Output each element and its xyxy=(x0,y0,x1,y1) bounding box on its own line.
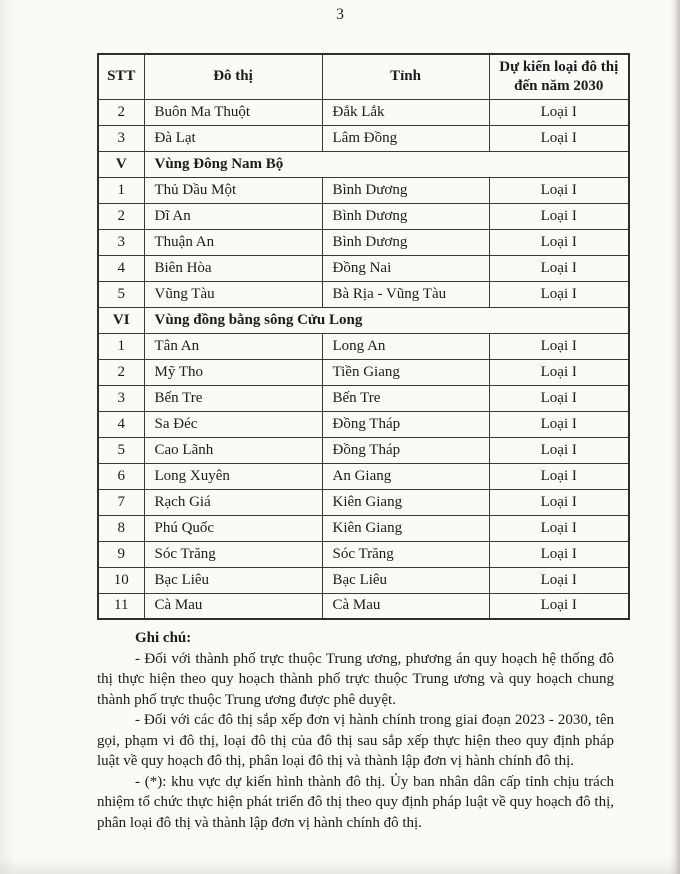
table-row xyxy=(98,333,629,359)
province-name: Lâm Đồng xyxy=(322,125,489,151)
city-name: Đà Lạt xyxy=(144,125,322,151)
row-number: 3 xyxy=(98,125,144,151)
row-number: 2 xyxy=(98,359,144,385)
scan-edge-shadow xyxy=(675,0,680,874)
table-row xyxy=(98,515,629,541)
table-row xyxy=(98,541,629,567)
table-row xyxy=(98,359,629,385)
city-name: Bến Tre xyxy=(144,385,322,411)
province-name: Bà Rịa - Vũng Tàu xyxy=(322,281,489,307)
urban-class: Loại I xyxy=(489,411,629,437)
city-name: Dĩ An xyxy=(144,203,322,229)
urban-class: Loại I xyxy=(489,593,629,619)
row-number: 6 xyxy=(98,463,144,489)
notes-list xyxy=(97,649,614,834)
note-paragraph: - Đối với thành phố trực thuộc Trung ương, phương án quy hoạch hệ thống đô thị thực hiện theo quy hoạch thành phố trực thuộc Trung ương và quy hoạch chung thành phố trực thuộc Trung ương được phê duyệt. xyxy=(97,650,614,708)
table-row xyxy=(98,229,629,255)
city-name: Sóc Trăng xyxy=(144,541,322,567)
province-name: Cà Mau xyxy=(322,593,489,619)
urban-table-body xyxy=(98,99,629,619)
urban-class: Loại I xyxy=(489,281,629,307)
urban-class: Loại I xyxy=(489,229,629,255)
table-row xyxy=(98,203,629,229)
row-number: 3 xyxy=(98,229,144,255)
urban-class: Loại I xyxy=(489,333,629,359)
city-name: Thủ Dầu Một xyxy=(144,177,322,203)
city-name: Vũng Tàu xyxy=(144,281,322,307)
urban-class: Loại I xyxy=(489,125,629,151)
urban-class: Loại I xyxy=(489,99,629,125)
urban-areas-table xyxy=(97,53,630,620)
notes-title: Ghi chú: xyxy=(135,630,192,646)
table-row xyxy=(98,489,629,515)
urban-table-header-row xyxy=(98,54,629,99)
row-number: 4 xyxy=(98,255,144,281)
province-name: Kiên Giang xyxy=(322,515,489,541)
table-row xyxy=(98,281,629,307)
urban-class: Loại I xyxy=(489,385,629,411)
row-number: 1 xyxy=(98,177,144,203)
urban-class: Loại I xyxy=(489,359,629,385)
urban-class: Loại I xyxy=(489,541,629,567)
province-name: Kiên Giang xyxy=(322,489,489,515)
row-number: 7 xyxy=(98,489,144,515)
table-section-row xyxy=(98,151,629,177)
table-row xyxy=(98,125,629,151)
city-name: Phú Quốc xyxy=(144,515,322,541)
province-name: Đồng Nai xyxy=(322,255,489,281)
row-number: 2 xyxy=(98,99,144,125)
province-name: Sóc Trăng xyxy=(322,541,489,567)
table-section-row xyxy=(98,307,629,333)
urban-class: Loại I xyxy=(489,203,629,229)
table-header-cell: Dự kiến loại đô thị đến năm 2030 xyxy=(489,54,629,99)
table-row xyxy=(98,567,629,593)
row-number: 10 xyxy=(98,567,144,593)
notes-section xyxy=(97,628,614,833)
section-numeral: VI xyxy=(98,307,144,333)
province-name: Bến Tre xyxy=(322,385,489,411)
table-row xyxy=(98,177,629,203)
table-header-cell: Tỉnh xyxy=(322,54,489,99)
section-title: Vùng Đông Nam Bộ xyxy=(144,151,629,177)
city-name: Tân An xyxy=(144,333,322,359)
table-row xyxy=(98,385,629,411)
city-name: Cao Lãnh xyxy=(144,437,322,463)
row-number: 2 xyxy=(98,203,144,229)
row-number: 5 xyxy=(98,281,144,307)
note-paragraph: - (*): khu vực dự kiến hình thành đô thị. Ủy ban nhân dân cấp tỉnh chịu trách nhiệm tổ chức thực hiện phát triển đô thị theo quy định pháp luật về quy hoạch đô thị, phân loại đô thị và thành lập đơn vị hành chính đô thị. xyxy=(97,773,614,831)
urban-class: Loại I xyxy=(489,437,629,463)
row-number: 3 xyxy=(98,385,144,411)
province-name: Bình Dương xyxy=(322,229,489,255)
province-name: An Giang xyxy=(322,463,489,489)
province-name: Bình Dương xyxy=(322,203,489,229)
table-row xyxy=(98,411,629,437)
province-name: Đồng Tháp xyxy=(322,411,489,437)
section-numeral: V xyxy=(98,151,144,177)
urban-class: Loại I xyxy=(489,567,629,593)
province-name: Bạc Liêu xyxy=(322,567,489,593)
city-name: Rạch Giá xyxy=(144,489,322,515)
table-row xyxy=(98,463,629,489)
row-number: 8 xyxy=(98,515,144,541)
row-number: 1 xyxy=(98,333,144,359)
table-row xyxy=(98,99,629,125)
province-name: Tiền Giang xyxy=(322,359,489,385)
city-name: Thuận An xyxy=(144,229,322,255)
section-title: Vùng đồng bằng sông Cửu Long xyxy=(144,307,629,333)
row-number: 5 xyxy=(98,437,144,463)
table-row xyxy=(98,593,629,619)
row-number: 9 xyxy=(98,541,144,567)
province-name: Bình Dương xyxy=(322,177,489,203)
table-row xyxy=(98,255,629,281)
table-header-cell: Đô thị xyxy=(144,54,322,99)
note-paragraph: - Đối với các đô thị sắp xếp đơn vị hành chính trong giai đoạn 2023 - 2030, tên gọi, phạm vi đô thị, loại đô thị của đô thị sau sắp xếp thực hiện theo quy định pháp luật về quy hoạch đô thị, phân loại đô thị và thành lập đơn vị hành chính đô thị. xyxy=(97,712,614,769)
province-name: Đồng Tháp xyxy=(322,437,489,463)
urban-class: Loại I xyxy=(489,489,629,515)
row-number: 11 xyxy=(98,593,144,619)
province-name: Long An xyxy=(322,333,489,359)
city-name: Biên Hòa xyxy=(144,255,322,281)
city-name: Bạc Liêu xyxy=(144,567,322,593)
table-row xyxy=(98,437,629,463)
city-name: Cà Mau xyxy=(144,593,322,619)
row-number: 4 xyxy=(98,411,144,437)
urban-class: Loại I xyxy=(489,255,629,281)
urban-class: Loại I xyxy=(489,463,629,489)
city-name: Sa Đéc xyxy=(144,411,322,437)
page-number: 3 xyxy=(336,6,344,23)
urban-class: Loại I xyxy=(489,177,629,203)
city-name: Long Xuyên xyxy=(144,463,322,489)
city-name: Mỹ Tho xyxy=(144,359,322,385)
table-header-cell: STT xyxy=(98,54,144,99)
province-name: Đắk Lắk xyxy=(322,99,489,125)
urban-class: Loại I xyxy=(489,515,629,541)
city-name: Buôn Ma Thuột xyxy=(144,99,322,125)
